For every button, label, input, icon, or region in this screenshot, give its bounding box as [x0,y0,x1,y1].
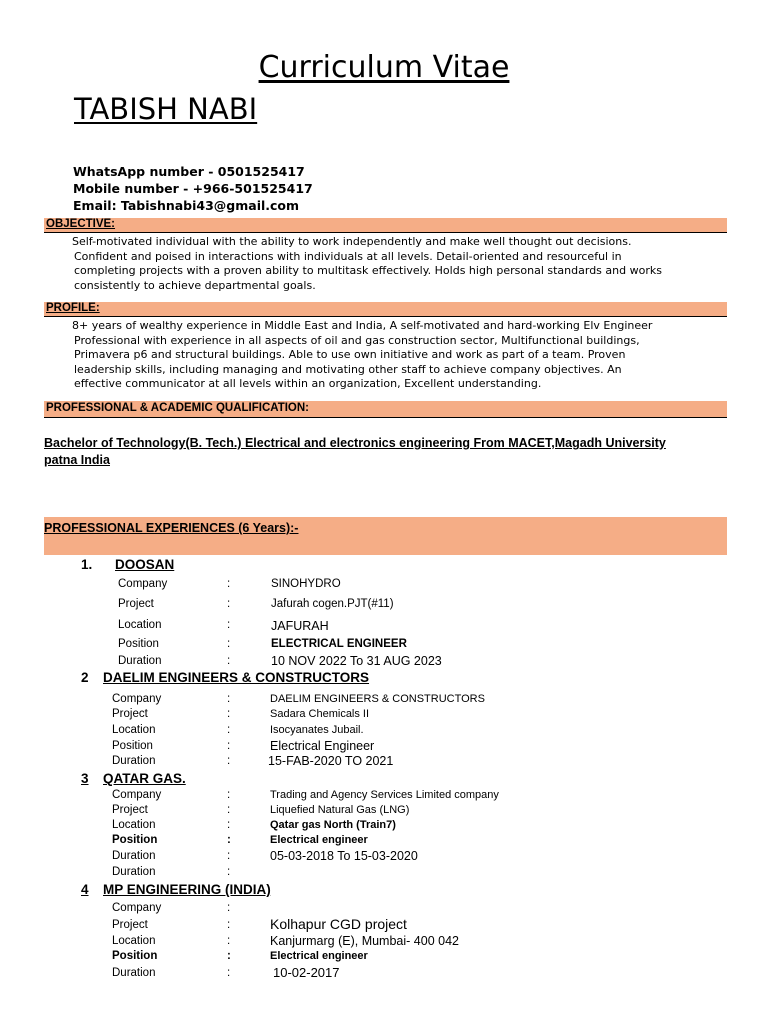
project-value: Liquefied Natural Gas (LNG) [270,804,410,816]
whatsapp-number: WhatsApp number - 0501525417 [73,164,305,179]
email-address: Email: Tabishnabi43@gmail.com [73,198,300,213]
qualification-line: patna India [44,453,110,467]
company-value: SINOHYDRO [271,578,341,590]
position-value: Electrical engineer [270,834,368,846]
location-label: Location [112,935,156,947]
candidate-name: TABISH NABI [74,92,258,126]
position-value: ELECTRICAL ENGINEER [271,638,407,650]
colon: : [227,967,231,979]
job-employer: QATAR GAS. [103,771,186,786]
objective-line: Self-motivated individual with the ability to work independently and make well thought out decisions. [72,235,632,248]
mobile-number: Mobile number - +966-501525417 [73,181,313,196]
position-value: Electrical engineer [270,950,368,962]
project-label: Project [112,919,148,931]
duration-value: 05-03-2018 To 15-03-2020 [270,849,418,863]
duration-label: Duration [112,967,156,979]
company-label: Company [112,789,162,801]
company-label: Company [112,902,162,914]
duration-value: 10 NOV 2022 To 31 AUG 2023 [271,654,442,668]
colon: : [227,708,231,720]
objective-bar [44,218,727,233]
duration-label: Duration [118,655,162,667]
colon: : [227,619,231,631]
position-label: Position [118,638,159,650]
location-value: Kanjurmarg (E), Mumbai- 400 042 [270,934,459,948]
job-employer: MP ENGINEERING (INDIA) [103,882,271,897]
colon: : [227,755,231,767]
profile-line: Primavera p6 and structural buildings. Able to use own initiative and work as part of a team. Proven [74,348,626,362]
colon: : [227,804,231,816]
colon: : [227,935,231,947]
location-label: Location [112,724,156,736]
colon: : [227,866,231,878]
job-employer: DAELIM ENGINEERS & CONSTRUCTORS [103,670,370,685]
location-value: Isocyanates Jubail. [270,724,364,736]
objective-text [60,235,700,293]
position-label: Position [112,834,158,846]
project-value: Jafurah cogen.PJT(#11) [271,598,394,610]
company-label: Company [118,578,168,590]
profile-line: 8+ years of wealthy experience in Middle East and India, A self-motivated and hard-working Elv Engineer [72,319,653,332]
duration-value: 10-02-2017 [273,965,340,980]
colon: : [227,950,231,962]
location-value: JAFURAH [271,619,329,633]
project-value: Sadara Chemicals II [270,708,370,720]
colon: : [227,578,231,590]
qualification-bar [44,401,727,418]
location-value: Qatar gas North (Train7) [270,819,396,831]
duration-label: Duration [112,755,156,767]
profile-heading: PROFILE: [46,302,100,314]
document-title: Curriculum Vitae [258,50,510,85]
objective-heading: OBJECTIVE: [46,218,116,230]
colon: : [227,740,231,752]
position-value: Electrical Engineer [270,739,375,753]
job-employer: DOOSAN [115,557,175,572]
colon: : [227,919,231,931]
experience-bar [44,517,727,555]
colon: : [227,834,231,846]
project-label: Project [112,708,148,720]
project-label: Project [118,598,154,610]
colon: : [227,655,231,667]
position-label: Position [112,950,158,962]
objective-line: completing projects with a proven ability to multitask effectively. Holds high personal standards and works [74,264,662,278]
company-value: DAELIM ENGINEERS & CONSTRUCTORS [270,693,485,705]
colon: : [227,850,231,862]
job-number: 1. [81,557,93,572]
objective-line: Confident and poised in interactions with individuals at all levels. Detail-oriented and resourceful in [74,249,622,263]
duration-value: 15-FAB-2020 TO 2021 [268,754,394,768]
profile-line: effective communicator at all levels within an organization, Excellent understanding. [74,377,542,391]
colon: : [227,789,231,801]
profile-line: leadership skills, including managing and motivating other staff to achieve company objectives. An [74,362,622,376]
objective-line: consistently to achieve departmental goals. [74,278,316,292]
job-number: 3 [81,771,89,786]
colon: : [227,693,231,705]
location-label: Location [118,619,162,631]
project-value: Kolhapur CGD project [270,916,407,932]
profile-text [60,319,700,392]
colon: : [227,819,231,831]
profile-line: Professional with experience in all aspects of oil and gas construction sector, Multifunctional buildings, [74,333,640,347]
colon: : [227,638,231,650]
experience-heading: PROFESSIONAL EXPERIENCES (6 Years):- [44,521,299,535]
location-label: Location [112,819,156,831]
duration-label: Duration [112,850,156,862]
position-label: Position [112,740,153,752]
colon: : [227,902,231,914]
colon: : [227,598,231,610]
profile-bar [44,302,727,317]
company-value: Trading and Agency Services Limited company [270,789,499,801]
qualification-heading: PROFESSIONAL & ACADEMIC QUALIFICATION: [46,402,310,414]
project-label: Project [112,804,148,816]
job-number: 4 [81,882,89,897]
colon: : [227,724,231,736]
company-label: Company [112,693,162,705]
duration-label: Duration [112,866,156,878]
qualification-line: Bachelor of Technology(B. Tech.) Electrical and electronics engineering From MACET,Magadh University [44,436,666,450]
job-number: 2 [81,670,89,685]
